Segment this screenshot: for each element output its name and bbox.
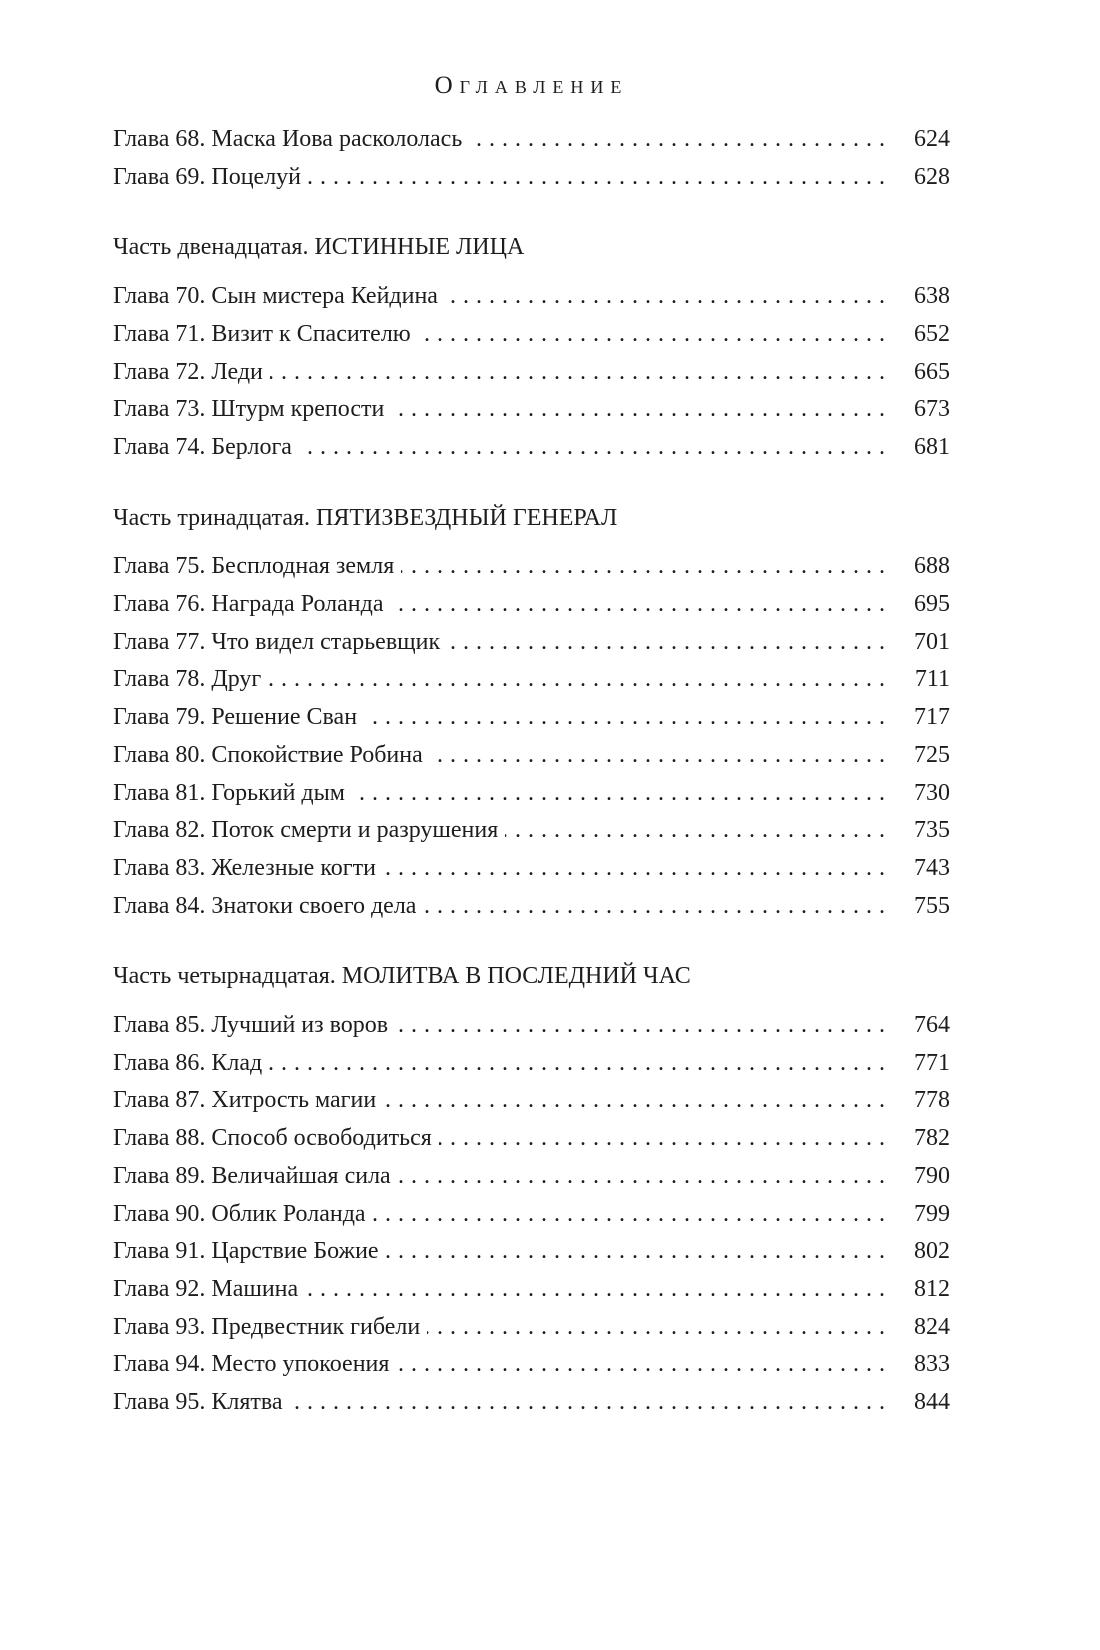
dot-leader <box>268 661 892 699</box>
entry-page-number: 730 <box>914 779 950 806</box>
dot-leader <box>308 159 892 197</box>
entry-label: Глава 78. Друг <box>113 666 262 693</box>
entry-page-number: 665 <box>914 358 950 385</box>
entry-page-number: 701 <box>914 628 950 655</box>
dot-leader <box>505 812 892 850</box>
dot-leader <box>423 888 892 926</box>
entry-page-number: 725 <box>914 741 950 768</box>
entry-label: Глава 75. Бесплодная земля <box>113 553 395 580</box>
entry-label: Глава 70. Сын мистера Кейдина <box>113 283 438 310</box>
page-title: Оглавление <box>434 72 629 99</box>
entry-page-number: 743 <box>914 854 950 881</box>
entry-label: Глава 72. Леди <box>113 358 263 385</box>
dot-leader <box>352 775 892 813</box>
entry-label: Глава 93. Предвестник гибели <box>113 1313 421 1340</box>
section-entries <box>113 121 950 196</box>
toc-entry <box>113 624 950 662</box>
dot-leader <box>290 1384 892 1422</box>
dot-leader <box>396 1346 892 1384</box>
entry-page-number: 771 <box>914 1049 950 1076</box>
entry-label: Глава 69. Поцелуй <box>113 163 302 190</box>
dot-leader <box>390 586 892 624</box>
dot-leader <box>395 1007 892 1045</box>
entry-page-number: 695 <box>914 591 950 618</box>
entry-page-number: 833 <box>914 1351 950 1378</box>
entry-page-number: 755 <box>914 892 950 919</box>
toc-entry <box>113 1233 950 1271</box>
dot-leader <box>398 1158 892 1196</box>
section-entries <box>113 278 950 467</box>
entry-label: Глава 95. Клятва <box>113 1389 283 1416</box>
dot-leader <box>427 1309 892 1347</box>
toc-entry <box>113 1309 950 1347</box>
entry-page-number: 790 <box>914 1162 950 1189</box>
dot-leader <box>305 1271 892 1309</box>
dot-leader <box>383 1082 892 1120</box>
entry-label: Глава 92. Машина <box>113 1275 299 1302</box>
entry-page-number: 812 <box>914 1275 950 1302</box>
entry-page-number: 799 <box>914 1200 950 1227</box>
entry-label: Глава 76. Награда Роланда <box>113 591 384 618</box>
entry-page-number: 735 <box>914 817 950 844</box>
dot-leader <box>418 316 892 354</box>
toc-entry <box>113 1120 950 1158</box>
entry-label: Глава 80. Спокойствие Робина <box>113 741 423 768</box>
entry-page-number: 717 <box>914 704 950 731</box>
toc-list <box>113 121 950 1422</box>
entry-label: Глава 71. Визит к Спасителю <box>113 320 411 347</box>
toc-entry <box>113 850 950 888</box>
dot-leader <box>364 699 892 737</box>
toc-entry <box>113 121 950 159</box>
toc-section <box>113 121 950 196</box>
dot-leader <box>447 624 892 662</box>
toc-entry <box>113 316 950 354</box>
entry-page-number: 624 <box>914 126 950 152</box>
toc-entry <box>113 548 950 586</box>
entry-page-number: 844 <box>914 1389 950 1416</box>
dot-leader <box>469 121 892 159</box>
entry-page-number: 778 <box>914 1087 950 1114</box>
entry-page-number: 681 <box>914 433 950 460</box>
entry-page-number: 628 <box>914 163 950 190</box>
toc-entry <box>113 1158 950 1196</box>
entry-label: Глава 74. Берлога <box>113 433 292 460</box>
toc-entry <box>113 1196 950 1234</box>
entry-label: Глава 81. Горький дым <box>113 779 345 806</box>
toc-entry <box>113 1045 950 1083</box>
toc-entry <box>113 737 950 775</box>
toc-entry <box>113 1082 950 1120</box>
dot-leader <box>391 391 892 429</box>
entry-label: Глава 83. Железные когти <box>113 854 376 881</box>
toc-entry <box>113 586 950 624</box>
entry-label: Глава 90. Облик Роланда <box>113 1200 366 1227</box>
entry-page-number: 638 <box>914 283 950 310</box>
entry-label: Глава 68. Маска Иова раскололась <box>113 126 463 152</box>
entry-label: Глава 82. Поток смерти и разрушения <box>113 817 499 844</box>
dot-leader <box>383 850 892 888</box>
dot-leader <box>270 354 892 392</box>
toc-entry <box>113 812 950 850</box>
section-heading: Часть двенадцатая. ИСТИННЫЕ ЛИЦА <box>113 234 525 261</box>
section-heading: Часть четырнадцатая. МОЛИТВА В ПОСЛЕДНИЙ ЧАС <box>113 963 691 990</box>
toc-entry <box>113 775 950 813</box>
dot-leader <box>430 737 892 775</box>
entry-label: Глава 91. Царствие Божие <box>113 1238 379 1265</box>
dot-leader <box>439 1120 892 1158</box>
dot-leader <box>299 429 892 467</box>
toc-entry <box>113 699 950 737</box>
toc-entry <box>113 1007 950 1045</box>
entry-label: Глава 88. Способ освободиться <box>113 1125 432 1152</box>
toc-entry <box>113 1346 950 1384</box>
dot-leader <box>373 1196 892 1234</box>
entry-label: Глава 89. Величайшая сила <box>113 1162 391 1189</box>
toc-section <box>113 958 950 1421</box>
toc-entry <box>113 1271 950 1309</box>
toc-entry <box>113 159 950 197</box>
toc-entry <box>113 278 950 316</box>
toc-entry <box>113 391 950 429</box>
entry-label: Глава 85. Лучший из воров <box>113 1012 389 1039</box>
dot-leader <box>269 1045 892 1083</box>
entry-label: Глава 86. Клад <box>113 1049 263 1076</box>
entry-label: Глава 84. Знатоки своего дела <box>113 892 417 919</box>
entry-page-number: 802 <box>914 1238 950 1265</box>
entry-label: Глава 94. Место упокоения <box>113 1351 390 1378</box>
dot-leader <box>386 1233 892 1271</box>
entry-page-number: 764 <box>914 1012 950 1039</box>
entry-label: Глава 79. Решение Сван <box>113 704 358 731</box>
section-heading: Часть тринадцатая. ПЯТИЗВЕЗДНЫЙ ГЕНЕРАЛ <box>113 504 618 531</box>
toc-entry <box>113 354 950 392</box>
toc-entry <box>113 1384 950 1422</box>
entry-page-number: 711 <box>914 666 950 693</box>
toc-section <box>113 500 950 926</box>
dot-leader <box>401 548 892 586</box>
toc-entry <box>113 429 950 467</box>
toc-entry <box>113 661 950 699</box>
entry-label: Глава 87. Хитрость магии <box>113 1087 377 1114</box>
entry-page-number: 824 <box>914 1313 950 1340</box>
section-entries <box>113 1007 950 1422</box>
dot-leader <box>445 278 892 316</box>
entry-page-number: 673 <box>914 396 950 423</box>
entry-label: Глава 73. Штурм крепости <box>113 396 385 423</box>
toc-entry <box>113 888 950 926</box>
entry-page-number: 688 <box>914 553 950 580</box>
entry-page-number: 782 <box>914 1125 950 1152</box>
entry-label: Глава 77. Что видел старьевщик <box>113 628 441 655</box>
section-entries <box>113 548 950 925</box>
entry-page-number: 652 <box>914 320 950 347</box>
toc-section <box>113 229 950 466</box>
